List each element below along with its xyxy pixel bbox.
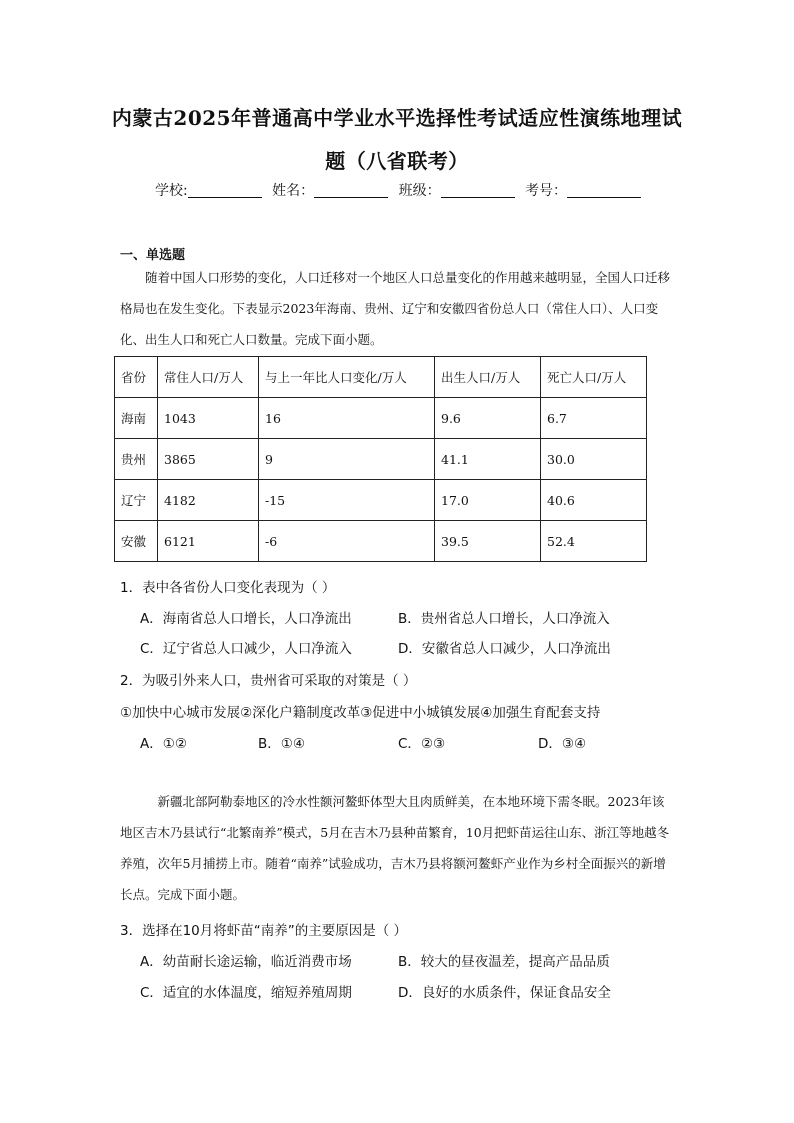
question-1-option-b[interactable]: B．贵州省总人口增长，人口净流入 (398, 611, 610, 627)
table-row (115, 521, 647, 562)
question-3-option-b[interactable]: B．较大的昼夜温差，提高产品品质 (398, 954, 610, 970)
passage-1 (120, 262, 676, 355)
question-3-option-c[interactable]: C．适宜的水体温度，缩短养殖周期 (140, 985, 352, 1001)
table-cell: 52.4 (541, 521, 647, 562)
table-header-row (115, 357, 647, 398)
table-cell: 贵州 (115, 439, 158, 480)
name-blank[interactable] (314, 183, 388, 198)
table-row (115, 439, 647, 480)
question-2-option-d[interactable]: D．③④ (538, 736, 587, 752)
name-label: 姓名： (272, 183, 315, 199)
table-cell: 17.0 (435, 480, 541, 521)
page-title: 内蒙古2025年普通高中学业水平选择性考试适应性演练地理试 (111, 106, 683, 130)
question-3-option-d[interactable]: D．良好的水质条件，保证食品安全 (398, 985, 611, 1001)
table-cell: 40.6 (541, 480, 647, 521)
population-table (114, 356, 647, 562)
question-1-option-c[interactable]: C．辽宁省总人口减少，人口净流入 (140, 641, 352, 657)
passage-2 (120, 786, 676, 910)
question-1-stem: 1．表中各省份人口变化表现为（ ） (120, 580, 336, 596)
table-header-cell: 省份 (115, 357, 158, 398)
question-3-stem: 3．选择在10月将虾苗“南养”的主要原因是（ ） (120, 923, 408, 939)
class-label: 班级： (398, 183, 441, 199)
question-2-stem: 2．为吸引外来人口，贵州省可采取的对策是（ ） (120, 673, 417, 689)
question-3-option-a[interactable]: A．幼苗耐长途运输，临近消费市场 (140, 954, 352, 970)
table-cell: 39.5 (435, 521, 541, 562)
table-row (115, 480, 647, 521)
question-1-option-d[interactable]: D．安徽省总人口减少，人口净流出 (398, 641, 611, 657)
table-cell: 6121 (158, 521, 259, 562)
question-2-option-a[interactable]: A．①② (140, 736, 187, 752)
passage-2-text: 新疆北部阿勒泰地区的冷水性额河鳌虾体型大且肉质鲜美，在本地环境下需冬眠。2023年该地区吉木乃县试行“北繁南养”模式，5月在吉木乃县种苗繁育，10月把虾苗运往山东、浙江等地越冬养殖，次年5月捕捞上市。随着“南养”试验成功，吉木乃县将额河鳌虾产业作为乡村全面振兴的新增长点。完成下面小题。 (120, 794, 670, 902)
question-1-option-a[interactable]: A．海南省总人口增长，人口净流出 (140, 611, 352, 627)
question-2-measures: ①加快中心城市发展②深化户籍制度改革③促进中小城镇发展④加强生育配套支持 (120, 705, 601, 721)
table-cell: 9.6 (435, 398, 541, 439)
table-row (115, 398, 647, 439)
passage-1-text: 随着中国人口形势的变化，人口迁移对一个地区人口总量变化的作用越来越明显，全国人口迁移格局也在发生变化。下表显示2023年海南、贵州、辽宁和安徽四省份总人口（常住人口）、人口变化、出生人口和死亡人口数量。完成下面小题。 (120, 270, 671, 347)
table-cell: 辽宁 (115, 480, 158, 521)
table-header-cell: 常住人口/万人 (158, 357, 259, 398)
table-cell: 9 (259, 439, 435, 480)
table-cell: 3865 (158, 439, 259, 480)
table-cell: 4182 (158, 480, 259, 521)
table-cell: -6 (259, 521, 435, 562)
page-title-continued: 题（八省联考） (325, 149, 469, 173)
table-cell: -15 (259, 480, 435, 521)
table-cell: 1043 (158, 398, 259, 439)
school-label: 学校: (154, 183, 188, 199)
question-2-option-b[interactable]: B．①④ (258, 736, 305, 752)
class-blank[interactable] (441, 183, 515, 198)
table-cell: 30.0 (541, 439, 647, 480)
table-header-cell: 与上一年比人口变化/万人 (259, 357, 435, 398)
exam-number-blank[interactable] (567, 183, 641, 198)
table-header-cell: 出生人口/万人 (435, 357, 541, 398)
table-cell: 海南 (115, 398, 158, 439)
question-2-option-c[interactable]: C．②③ (398, 736, 446, 752)
student-info-fields (0, 180, 794, 200)
section-heading: 一、单选题 (120, 248, 186, 263)
table-cell: 41.1 (435, 439, 541, 480)
school-blank[interactable] (188, 183, 262, 198)
table-cell: 6.7 (541, 398, 647, 439)
table-cell: 安徽 (115, 521, 158, 562)
table-cell: 16 (259, 398, 435, 439)
exam-number-label: 考号： (525, 183, 568, 199)
table-header-cell: 死亡人口/万人 (541, 357, 647, 398)
